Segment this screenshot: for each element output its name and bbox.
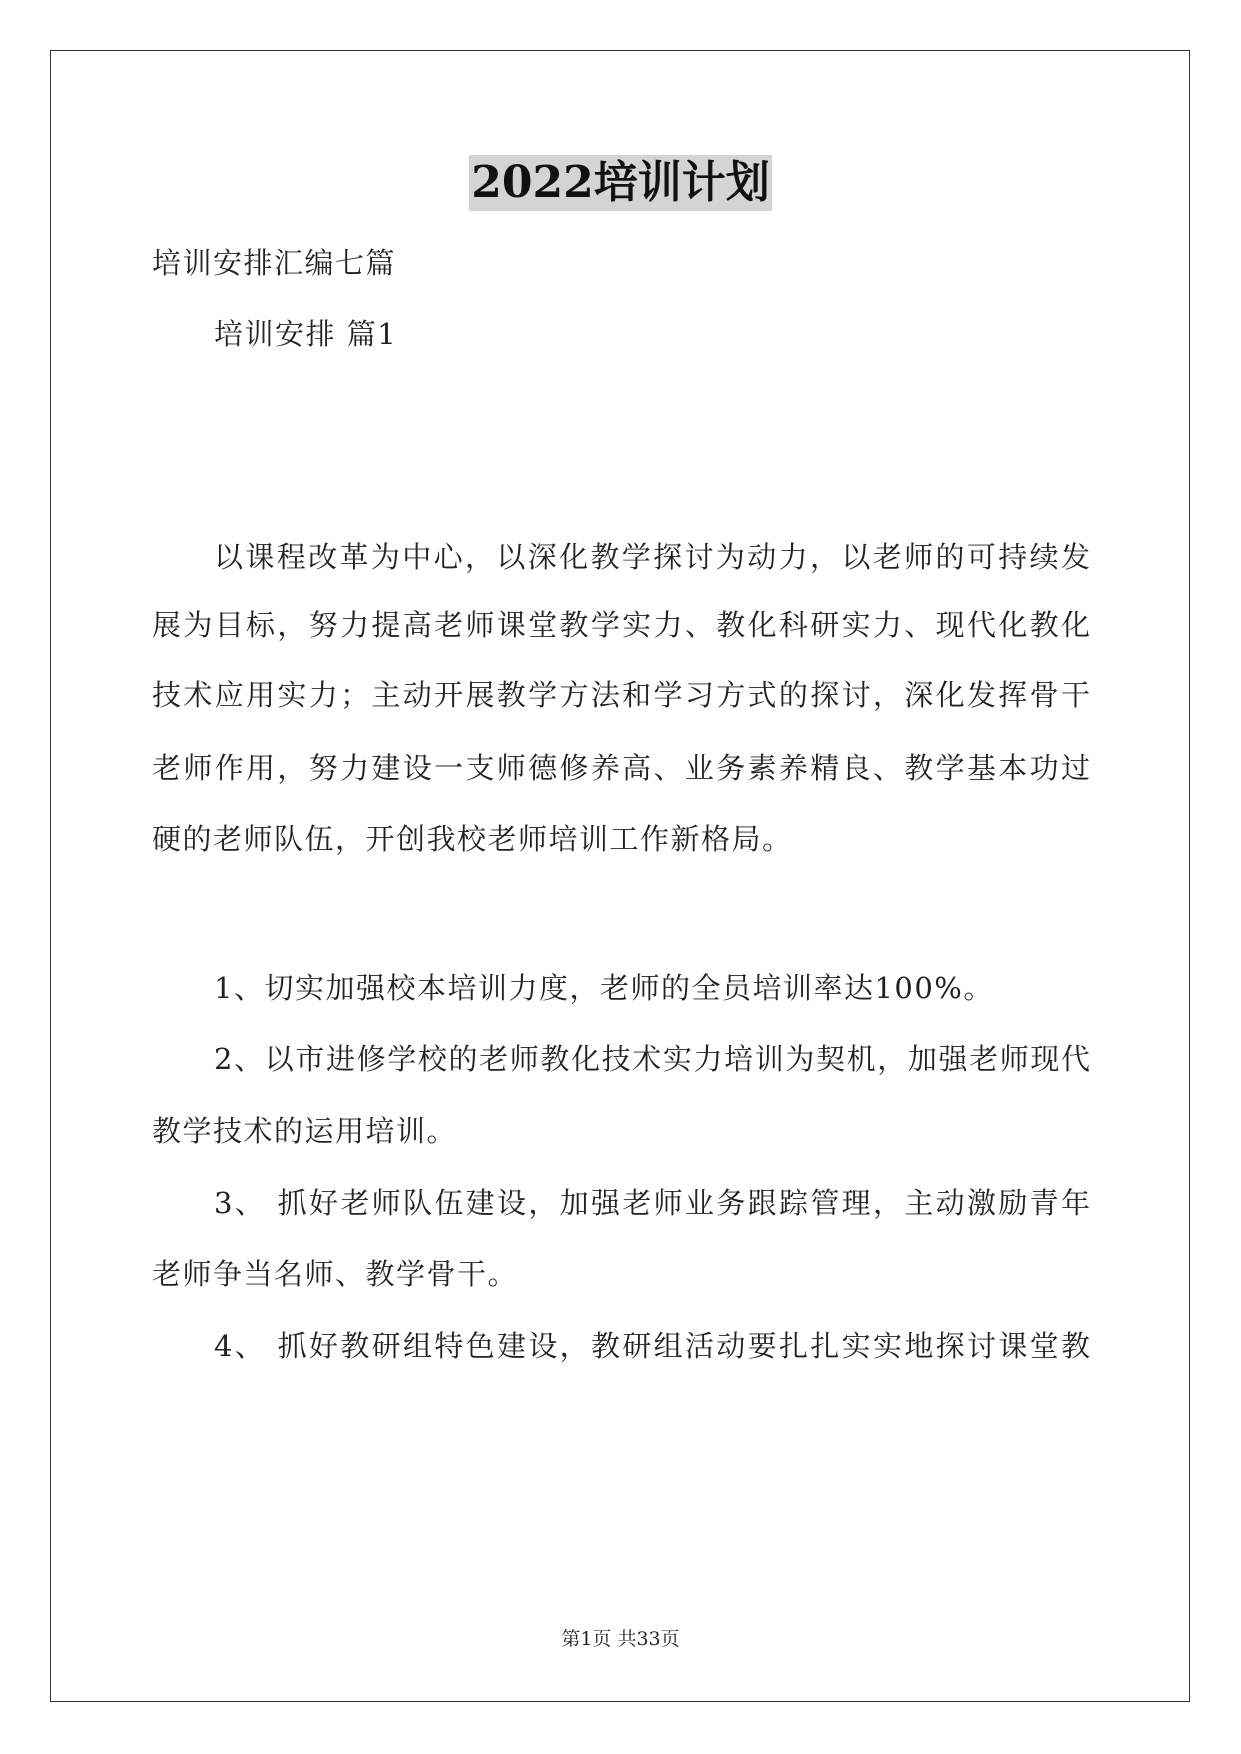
list-item-3-line: 3、 抓好老师队伍建设，加强老师业务跟踪管理，主动激励青年 <box>214 1186 1090 1220</box>
paragraph-line: 老师作用，努力建设一支师德修养高、业务素养精良、教学基本功过 <box>152 751 1090 785</box>
page-border <box>50 50 1190 1702</box>
subtitle: 培训安排汇编七篇 <box>152 246 397 280</box>
paragraph-line: 硬的老师队伍，开创我校老师培训工作新格局。 <box>152 822 793 856</box>
paragraph-line: 技术应用实力；主动开展教学方法和学习方式的探讨，深化发挥骨干 <box>152 678 1090 712</box>
section-heading: 培训安排 篇1 <box>214 317 398 351</box>
list-item-3-line: 老师争当名师、教学骨干。 <box>152 1257 519 1291</box>
list-item-1: 1、切实加强校本培训力度，老师的全员培训率达100%。 <box>214 971 994 1005</box>
page-number-footer: 第1页 共33页 <box>561 1628 680 1650</box>
paragraph-line: 展为目标，努力提高老师课堂教学实力、教化科研实力、现代化教化 <box>152 608 1090 642</box>
paragraph-line: 以课程改革为中心，以深化教学探讨为动力，以老师的可持续发 <box>214 540 1090 574</box>
list-item-2-line: 教学技术的运用培训。 <box>152 1114 458 1148</box>
list-item-2-line: 2、以市进修学校的老师教化技术实力培训为契机，加强老师现代 <box>214 1042 1090 1076</box>
title-container <box>0 155 1241 211</box>
document-title: 2022培训计划 <box>469 155 771 211</box>
list-item-4-line: 4、 抓好教研组特色建设，教研组活动要扎扎实实地探讨课堂教 <box>214 1329 1090 1363</box>
